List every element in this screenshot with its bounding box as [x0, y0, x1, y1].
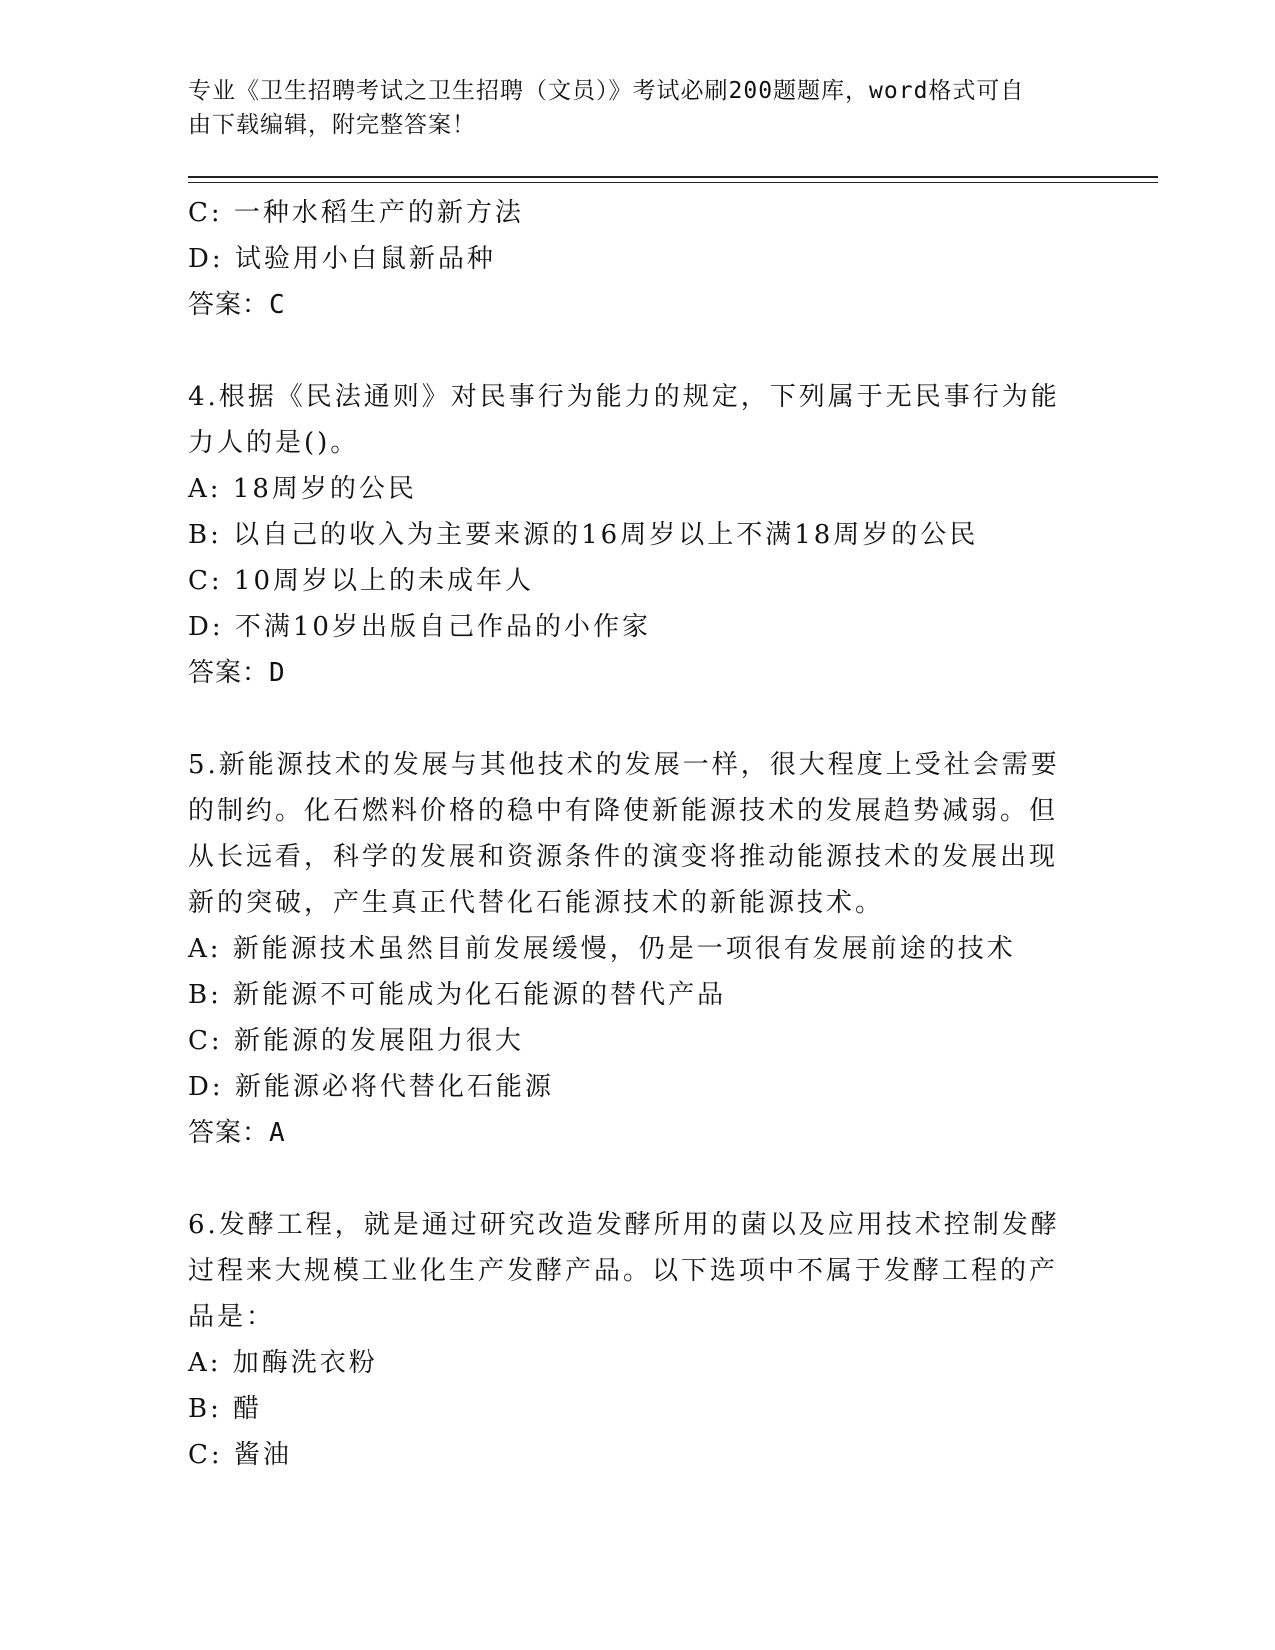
- header-divider: [188, 176, 1158, 183]
- q6-option-c: C: 酱油: [188, 1440, 292, 1470]
- q6-text-line-2: 过程来大规模工业化生产发酵产品。以下选项中不属于发酵工程的产: [188, 1256, 1059, 1286]
- question-5: [188, 742, 1068, 1156]
- q3-answer: 答案：C: [188, 290, 286, 320]
- q5-answer: 答案：A: [188, 1118, 286, 1148]
- q4-option-c: C: 10周岁以上的未成年人: [188, 566, 535, 596]
- q4-text-line-2: 力人的是()。: [188, 428, 360, 458]
- q5-text-line-1: 5.新能源技术的发展与其他技术的发展一样，很大程度上受社会需要: [188, 750, 1060, 780]
- q3-option-c: C: 一种水稻生产的新方法: [188, 198, 524, 228]
- header-line-2: 由下载编辑，附完整答案！: [188, 112, 476, 138]
- q6-text-line-1: 6.发酵工程，就是通过研究改造发酵所用的菌以及应用技术控制发酵: [188, 1210, 1060, 1240]
- q5-option-b: B: 新能源不可能成为化石能源的替代产品: [188, 980, 727, 1010]
- q4-option-b: B: 以自己的收入为主要来源的16周岁以上不满18周岁的公民: [188, 520, 979, 550]
- q6-option-a: A: 加酶洗衣粉: [188, 1348, 378, 1378]
- spacer: [188, 696, 1068, 742]
- q5-text-line-3: 从长远看，科学的发展和资源条件的演变将推动能源技术的发展出现: [188, 842, 1059, 872]
- document-header: [188, 74, 1068, 142]
- q4-option-d: D: 不满10岁出版自己作品的小作家: [188, 612, 651, 642]
- spacer: [188, 1156, 1068, 1202]
- question-6: [188, 1202, 1068, 1478]
- question-4: [188, 374, 1068, 696]
- q5-option-a: A: 新能源技术虽然目前发展缓慢，仍是一项很有发展前途的技术: [188, 934, 1016, 964]
- question-3-tail: [188, 190, 1068, 328]
- q5-option-c: C: 新能源的发展阻力很大: [188, 1026, 524, 1056]
- q4-option-a: A: 18周岁的公民: [188, 474, 417, 504]
- q5-text-line-4: 新的突破，产生真正代替化石能源技术的新能源技术。: [188, 888, 885, 918]
- spacer: [188, 328, 1068, 374]
- q5-text-line-2: 的制约。化石燃料价格的稳中有降使新能源技术的发展趋势减弱。但: [188, 796, 1059, 826]
- q6-option-b: B: 醋: [188, 1394, 263, 1424]
- q6-text-line-3: 品是：: [188, 1302, 276, 1332]
- question-list: [188, 190, 1068, 1478]
- q4-answer: 答案：D: [188, 658, 286, 688]
- q4-text-line-1: 4.根据《民法通则》对民事行为能力的规定，下列属于无民事行为能: [188, 382, 1060, 412]
- q5-option-d: D: 新能源必将代替化石能源: [188, 1072, 554, 1102]
- q3-option-d: D: 试验用小白鼠新品种: [188, 244, 496, 274]
- header-line-1: 专业《卫生招聘考试之卫生招聘（文员）》考试必刷200题题库，word格式可自: [188, 78, 1025, 104]
